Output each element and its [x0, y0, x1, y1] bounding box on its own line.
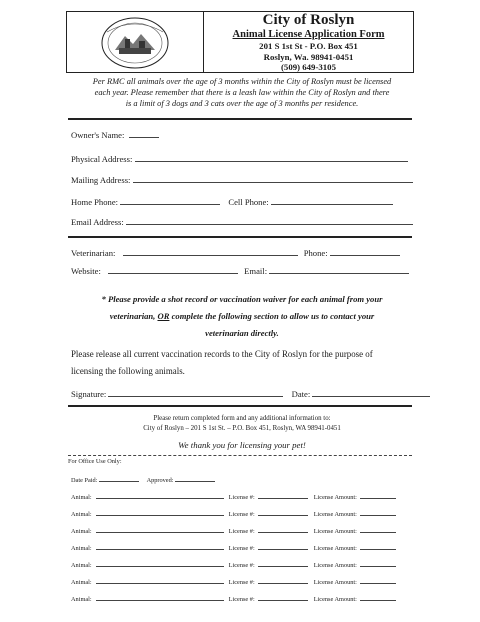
divider	[68, 405, 412, 407]
license-amount-label: License Amount:	[313, 528, 357, 535]
notice-or: OR	[157, 311, 170, 321]
divider	[68, 236, 412, 238]
intro-line-3: is a limit of 3 dogs and 3 cats over the age of 3 months per residence.	[125, 99, 359, 108]
license-number-label: License #:	[228, 528, 255, 535]
signature-field[interactable]	[108, 386, 283, 397]
mailing-address-field[interactable]	[133, 172, 413, 183]
approved-field[interactable]	[175, 474, 215, 482]
release-text	[71, 346, 416, 380]
return-address: City of Roslyn – 201 S 1st St. – P.O. Box 451, Roslyn, WA 98941-0451	[143, 425, 341, 432]
header-phone: (509) 649-3105	[281, 62, 336, 72]
animal-field[interactable]	[96, 559, 224, 567]
license-number-label: License #:	[228, 579, 255, 586]
license-amount-field[interactable]	[360, 508, 396, 516]
animal-field[interactable]	[96, 508, 224, 516]
license-amount-field[interactable]	[360, 576, 396, 584]
license-number-label: License #:	[228, 545, 255, 552]
license-number-label: License #:	[228, 494, 255, 501]
office-animal-row	[71, 508, 396, 518]
license-number-field[interactable]	[258, 559, 308, 567]
email-label: Email Address:	[71, 217, 124, 227]
office-animal-row	[71, 576, 396, 586]
animal-label: Animal:	[71, 562, 92, 569]
signature-label: Signature:	[71, 389, 107, 399]
phone-row	[71, 194, 410, 207]
intro-text	[60, 76, 424, 109]
animal-label: Animal:	[71, 545, 92, 552]
date-label: Date:	[291, 389, 311, 399]
license-amount-field[interactable]	[360, 542, 396, 550]
veterinarian-label: Veterinarian:	[71, 248, 116, 258]
office-animal-row	[71, 542, 396, 552]
animal-label: Animal:	[71, 494, 92, 501]
release-line-2: licensing the following animals.	[71, 366, 185, 376]
page-title: City of Roslyn	[262, 12, 355, 28]
vaccination-notice	[60, 291, 424, 342]
license-number-field[interactable]	[258, 525, 308, 533]
physical-address-row	[71, 151, 410, 164]
website-row	[71, 263, 410, 276]
animal-label: Animal:	[71, 528, 92, 535]
office-animal-row	[71, 491, 396, 501]
animal-field[interactable]	[96, 576, 224, 584]
animal-label: Animal:	[71, 511, 92, 518]
home-phone-field[interactable]	[120, 194, 220, 205]
intro-line-1: Per RMC all animals over the age of 3 months within the City of Roslyn must be licensed	[92, 77, 392, 86]
veterinarian-field[interactable]	[123, 245, 298, 256]
return-instructions: Please return completed form and any additional information to:	[153, 415, 331, 422]
email-field[interactable]	[126, 214, 413, 225]
license-number-field[interactable]	[258, 491, 308, 499]
mailing-address-row	[71, 172, 410, 185]
animal-label: Animal:	[71, 596, 92, 603]
animal-field[interactable]	[96, 491, 224, 499]
license-amount-label: License Amount:	[313, 579, 357, 586]
signature-row	[71, 386, 410, 399]
animal-field[interactable]	[96, 525, 224, 533]
veterinarian-row	[71, 245, 410, 258]
thank-you-text: We thank you for licensing your pet!	[178, 440, 306, 450]
owner-name-field[interactable]	[129, 127, 159, 138]
license-number-label: License #:	[228, 511, 255, 518]
animal-field[interactable]	[96, 593, 224, 601]
license-amount-label: License Amount:	[313, 596, 357, 603]
release-line-1: Please release all current vaccination records to the City of Roslyn for the purpose of	[71, 349, 373, 359]
animal-label: Animal:	[71, 579, 92, 586]
notice-line-1: * Please provide a shot record or vaccination waiver for each animal from your	[101, 294, 383, 304]
cell-phone-label: Cell Phone:	[228, 197, 269, 207]
license-number-field[interactable]	[258, 542, 308, 550]
website-field[interactable]	[108, 263, 238, 274]
notice-line-2: veterinarian, OR complete the following section to allow us to contact your	[109, 311, 375, 321]
license-amount-label: License Amount:	[313, 562, 357, 569]
notice-line-3: veterinarian directly.	[205, 328, 279, 338]
license-number-field[interactable]	[258, 576, 308, 584]
physical-address-field[interactable]	[135, 151, 408, 162]
license-amount-field[interactable]	[360, 525, 396, 533]
vet-email-field[interactable]	[269, 263, 409, 274]
home-phone-label: Home Phone:	[71, 197, 119, 207]
vet-phone-label: Phone:	[303, 248, 328, 258]
license-amount-field[interactable]	[360, 491, 396, 499]
license-number-label: License #:	[228, 562, 255, 569]
vet-phone-field[interactable]	[330, 245, 400, 256]
office-animal-row	[71, 593, 396, 603]
animal-field[interactable]	[96, 542, 224, 550]
city-seal-icon	[67, 12, 203, 72]
divider	[68, 118, 412, 120]
approved-label: Approved:	[146, 477, 174, 484]
office-animal-row	[71, 525, 396, 535]
website-label: Website:	[71, 266, 101, 276]
mailing-address-label: Mailing Address:	[71, 175, 131, 185]
license-amount-label: License Amount:	[313, 511, 357, 518]
license-number-label: License #:	[228, 596, 255, 603]
license-amount-field[interactable]	[360, 559, 396, 567]
license-number-field[interactable]	[258, 508, 308, 516]
header-address: 201 S 1st St - P.O. Box 451	[259, 41, 358, 51]
intro-line-2: each year. Please remember that there is a leash law within the City of Roslyn and there	[94, 88, 390, 97]
owner-name-label: Owner's Name:	[71, 130, 125, 140]
license-amount-label: License Amount:	[313, 545, 357, 552]
form-subtitle: Animal License Application Form	[232, 29, 385, 40]
owner-name-row	[71, 127, 410, 140]
date-paid-field[interactable]	[99, 474, 139, 482]
license-amount-label: License Amount:	[313, 494, 357, 501]
office-animal-row	[71, 559, 396, 569]
office-date-row	[71, 474, 410, 484]
office-use-header: For Office Use Only:	[68, 458, 122, 465]
date-paid-label: Date Paid:	[71, 477, 98, 484]
license-amount-field[interactable]	[360, 593, 396, 601]
vet-email-label: Email:	[244, 266, 268, 276]
dashed-divider	[68, 455, 412, 456]
email-row	[71, 214, 410, 227]
license-number-field[interactable]	[258, 593, 308, 601]
header-city: Roslyn, Wa. 98941-0451	[263, 52, 354, 62]
physical-address-label: Physical Address:	[71, 154, 133, 164]
date-field[interactable]	[312, 386, 430, 397]
seal-box	[66, 11, 204, 73]
cell-phone-field[interactable]	[271, 194, 393, 205]
